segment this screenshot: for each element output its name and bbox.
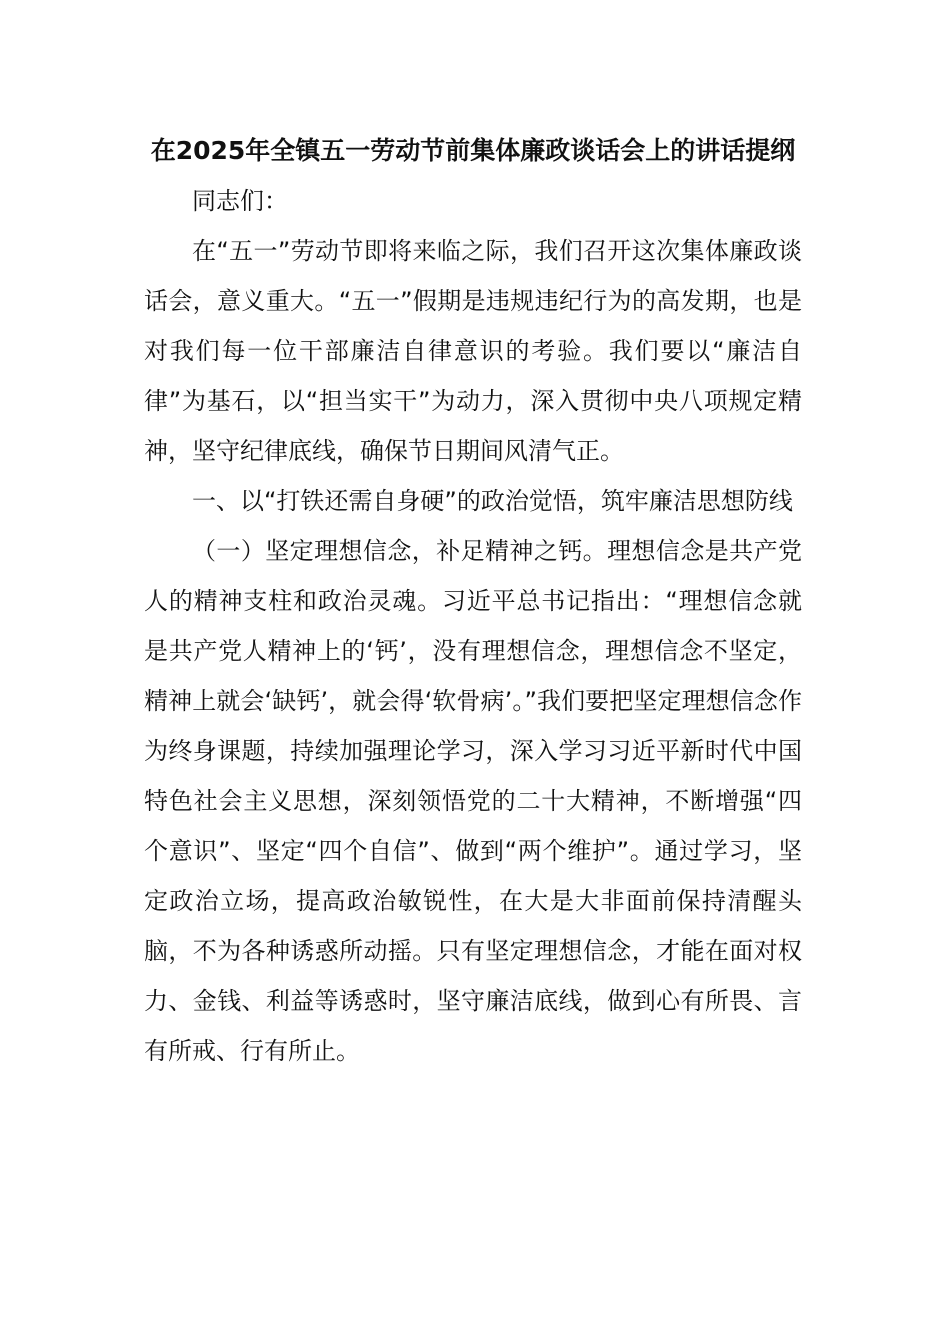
subsection-paragraph-1: （一）坚定理想信念，补足精神之钙。理想信念是共产党人的精神支柱和政治灵魂。习近平总书记指出：“理想信念就是共产党人精神上的‘钙’，没有理想信念，理想信念不坚定，精神上就会‘缺钙’，就会得‘软骨病’。”我们要把坚定理想信念作为终身课题，持续加强理论学习，深入学习习近平新时代中国特色社会主义思想，深刻领悟党的二十大精神，不断增强“四个意识”、坚定“四个自信”、做到“两个维护”。通过学习，坚定政治立场，提高政治敏锐性，在大是大非面前保持清醒头脑，不为各种诱惑所动摇。只有坚定理想信念，才能在面对权力、金钱、利益等诱惑时，坚守廉洁底线，做到心有所畏、言有所戒、行有所止。 bbox=[144, 537, 802, 1065]
document-body bbox=[144, 126, 802, 1076]
document-title: 在2025年全镇五一劳动节前集体廉政谈话会上的讲话提纲 bbox=[150, 136, 796, 165]
section-heading-1: 一、以“打铁还需自身硬”的政治觉悟，筑牢廉洁思想防线 bbox=[192, 487, 793, 515]
intro-paragraph: 在“五一”劳动节即将来临之际，我们召开这次集体廉政谈话会，意义重大。“五一”假期是违规违纪行为的高发期，也是对我们每一位干部廉洁自律意识的考验。我们要以“廉洁自律”为基石，以“担当实干”为动力，深入贯彻中央八项规定精神，坚守纪律底线，确保节日期间风清气正。 bbox=[144, 237, 802, 465]
greeting-paragraph: 同志们： bbox=[192, 187, 288, 215]
